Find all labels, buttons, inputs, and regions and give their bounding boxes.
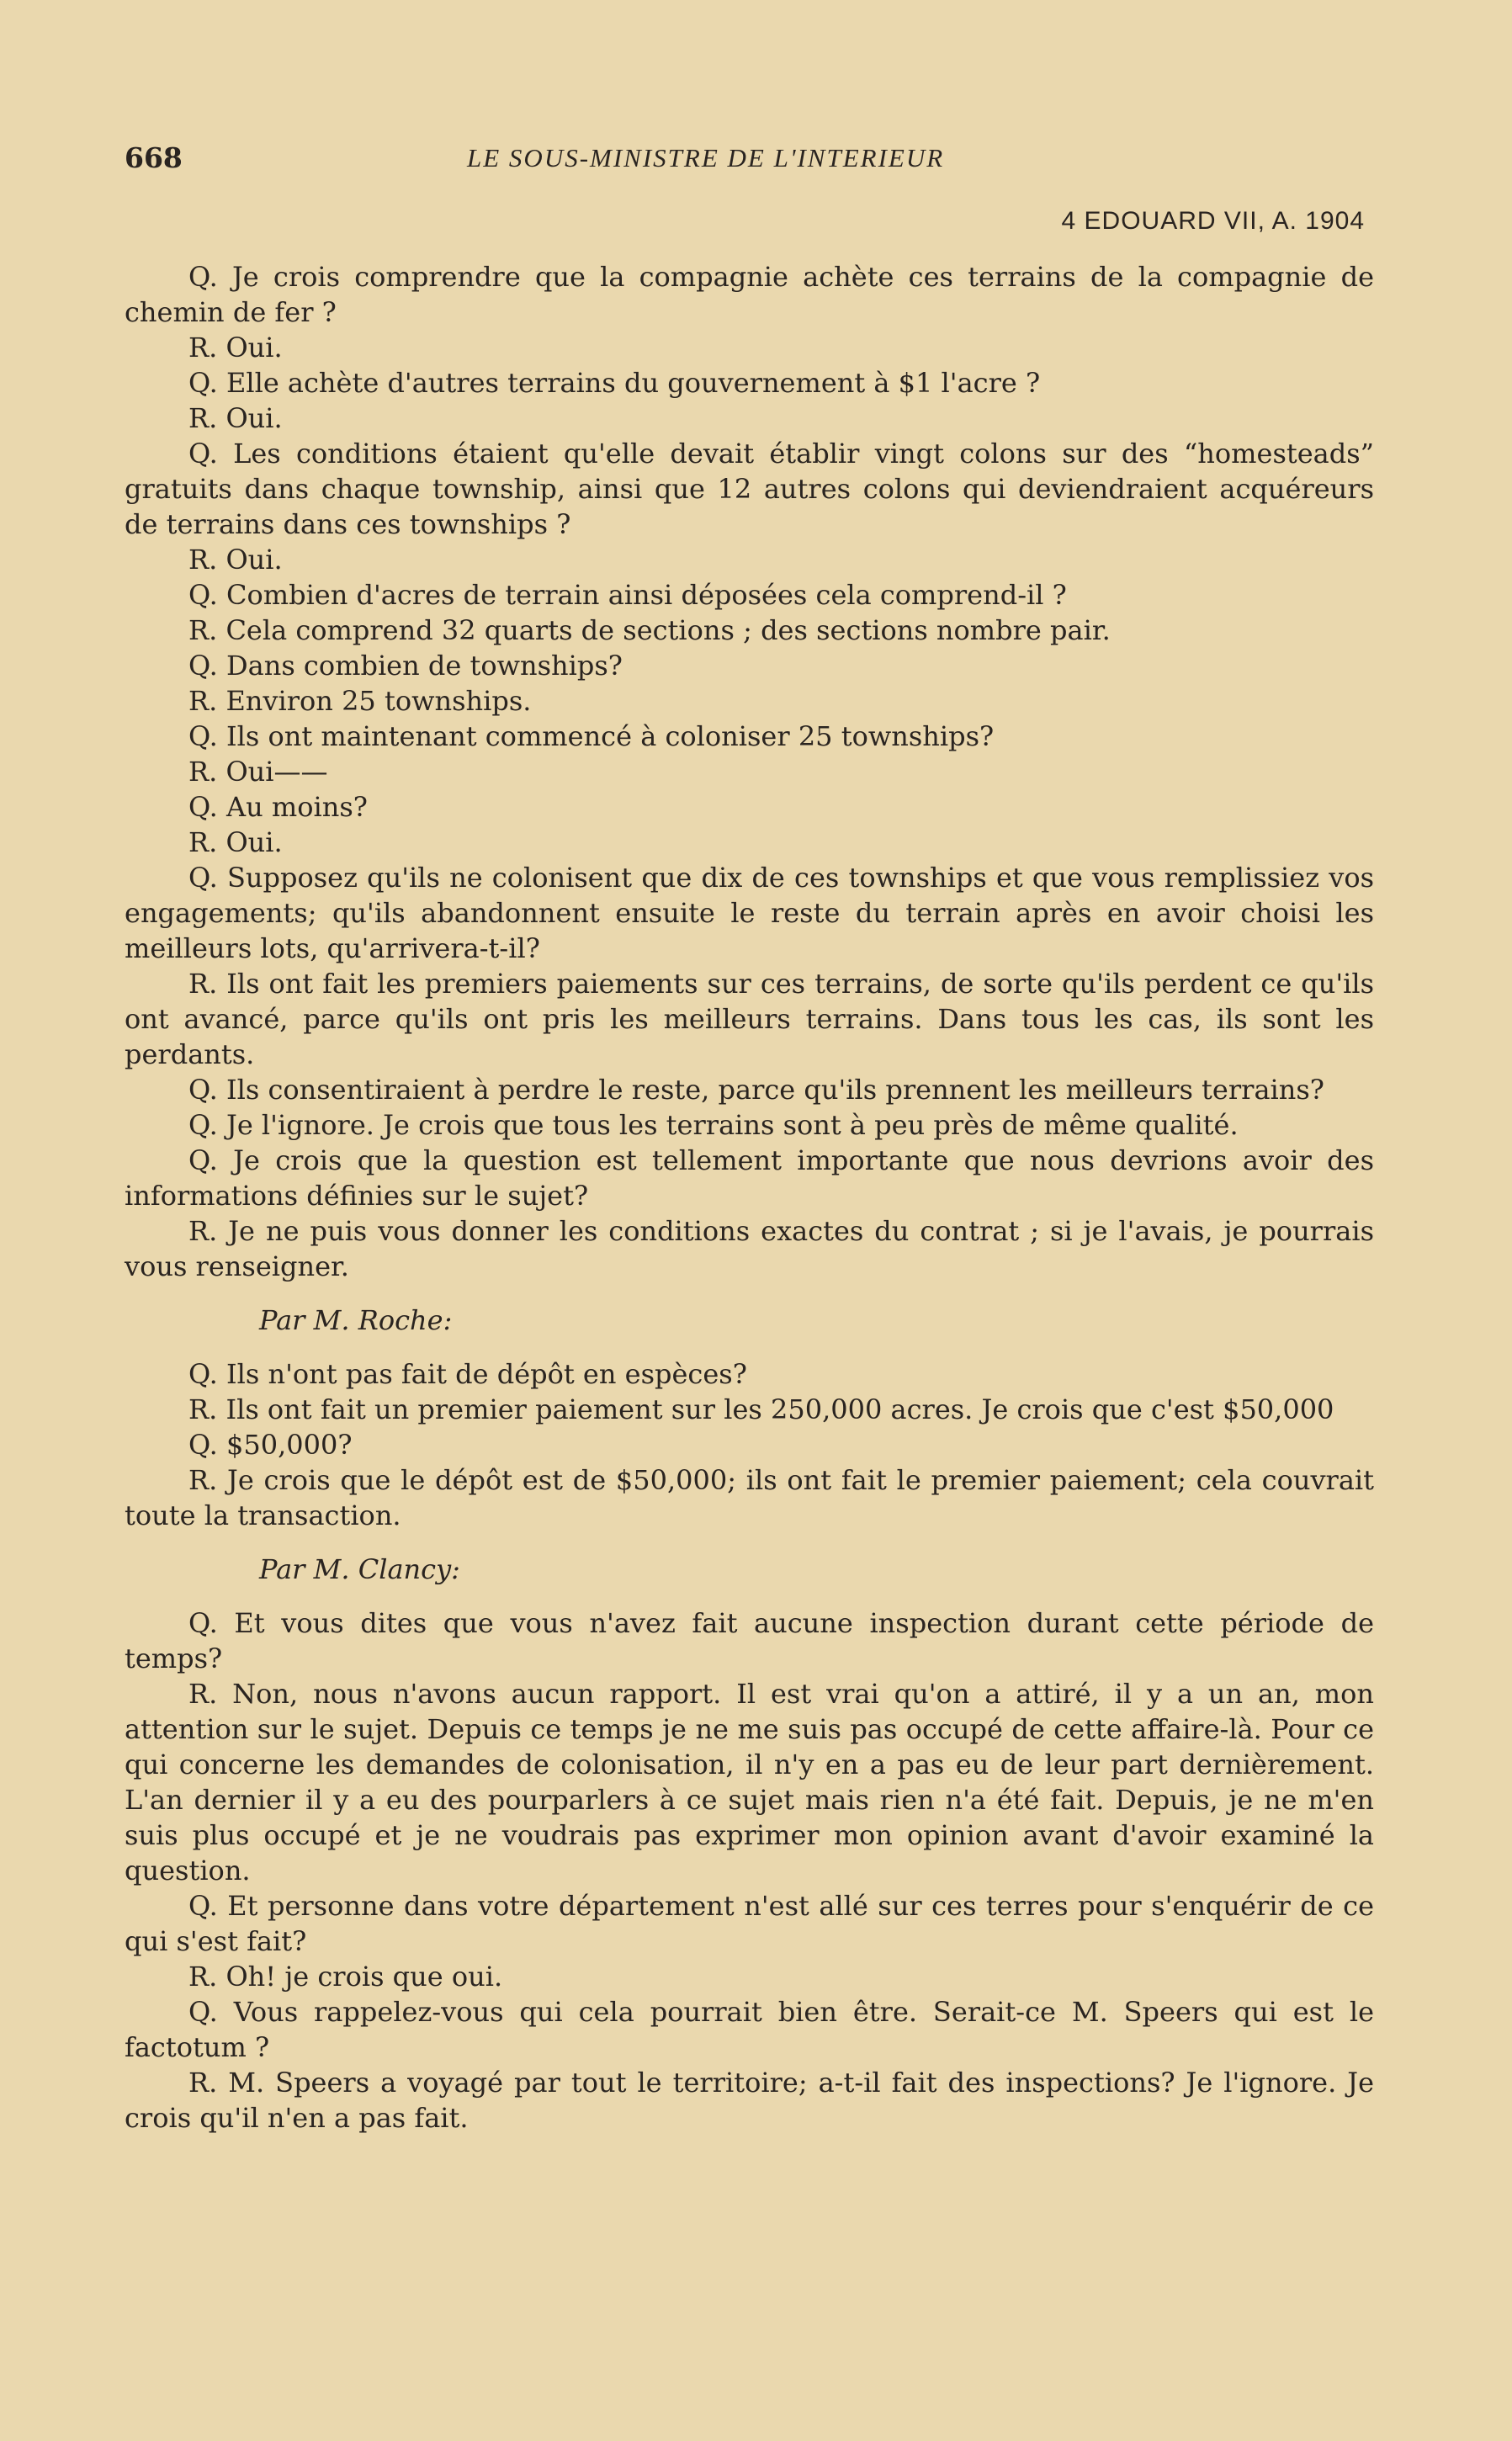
paragraph: Q. Je crois comprendre que la compagnie achète ces terrains de la compagnie de chemin de fer ? bbox=[125, 261, 1374, 328]
paragraph: R. Oui. bbox=[188, 332, 283, 363]
paragraph: R. Ils ont fait un premier paiement sur les 250,000 acres. Je crois que c'est $50,000 bbox=[188, 1393, 1334, 1425]
paragraph: Q. Ils consentiraient à perdre le reste, parce qu'ils prennent les meilleurs terrains? bbox=[188, 1074, 1324, 1106]
paragraph: R. Ils ont fait les premiers paiements sur ces terrains, de sorte qu'ils perdent ce qu'ils ont avancé, parce qu'ils ont pris les meilleurs terrains. Dans tous les cas, ils sont les perdants. bbox=[125, 968, 1374, 1070]
speaker-heading-clancy: Par M. Clancy: bbox=[259, 1553, 460, 1585]
paragraph: Q. Supposez qu'ils ne colonisent que dix de ces townships et que vous remplissiez vos engagements; qu'ils abandonnent ensuite le reste du terrain après en avoir choisi les meilleurs lots, qu'arrivera-t-il? bbox=[125, 862, 1374, 964]
speaker-heading-roche: Par M. Roche: bbox=[259, 1304, 453, 1336]
paragraph: Q. Je l'ignore. Je crois que tous les terrains sont à peu près de même qualité. bbox=[188, 1109, 1239, 1141]
paragraph: R. Environ 25 townships. bbox=[188, 685, 532, 717]
paragraph: R. Oui. bbox=[188, 826, 283, 858]
paragraph: Q. Et vous dites que vous n'avez fait aucune inspection durant cette période de temps? bbox=[125, 1607, 1374, 1674]
paragraph: Q. Combien d'acres de terrain ainsi déposées cela comprend-il ? bbox=[188, 579, 1067, 611]
paragraph: Q. Je crois que la question est tellement importante que nous devrions avoir des informations définies sur le sujet? bbox=[125, 1144, 1374, 1212]
document-body bbox=[125, 259, 1374, 2136]
paragraph: R. Oui—— bbox=[188, 756, 328, 788]
paragraph: Q. Ils ont maintenant commencé à coloniser 25 townships? bbox=[188, 720, 995, 752]
running-title: LE SOUS-MINISTRE DE L'INTERIEUR bbox=[467, 143, 945, 172]
paragraph: R. Je ne puis vous donner les conditions exactes du contrat ; si je l'avais, je pourrais vous renseigner. bbox=[125, 1215, 1374, 1282]
session-line: 4 EDOUARD VII, A. 1904 bbox=[1061, 207, 1365, 235]
paragraph: Q. Au moins? bbox=[188, 791, 368, 823]
paragraph: Q. Les conditions étaient qu'elle devait établir vingt colons sur des “homesteads” gratuits dans chaque township, ainsi que 12 autres colons qui deviendraient acquéreurs de terrains dans ces townships ? bbox=[125, 438, 1374, 540]
paragraph: R. M. Speers a voyagé par tout le territoire; a-t-il fait des inspections? Je l'ignore. Je crois qu'il n'en a pas fait. bbox=[125, 2067, 1374, 2134]
paragraph: R. Oui. bbox=[188, 402, 283, 434]
paragraph: R. Je crois que le dépôt est de $50,000; ils ont fait le premier paiement; cela couvrait toute la transaction. bbox=[125, 1464, 1374, 1531]
paragraph: R. Oh! je crois que oui. bbox=[188, 1961, 503, 1993]
paragraph: R. Oui. bbox=[188, 544, 283, 576]
paragraph: Q. Ils n'ont pas fait de dépôt en espèces? bbox=[188, 1358, 747, 1390]
paragraph: Q. Dans combien de townships? bbox=[188, 650, 623, 682]
page-number: 668 bbox=[125, 141, 183, 174]
paragraph: R. Cela comprend 32 quarts de sections ; des sections nombre pair. bbox=[188, 614, 1111, 646]
paragraph: Q. Et personne dans votre département n'est allé sur ces terres pour s'enquérir de ce qui s'est fait? bbox=[125, 1890, 1374, 1957]
paragraph: R. Non, nous n'avons aucun rapport. Il est vrai qu'on a attiré, il y a un an, mon attention sur le sujet. Depuis ce temps je ne me suis pas occupé de cette affaire-là. Pour ce qui concerne les demandes de colonisation, il n'y en a pas eu de leur part dernièrement. L'an dernier il y a eu des pourparlers à ce sujet mais rien n'a été fait. Depuis, je ne m'en suis plus occupé et je ne voudrais pas exprimer mon opinion avant d'avoir examiné la question. bbox=[125, 1678, 1374, 1886]
paragraph: Q. Elle achète d'autres terrains du gouvernement à $1 l'acre ? bbox=[188, 367, 1041, 399]
paragraph: Q. $50,000? bbox=[188, 1429, 353, 1461]
paragraph: Q. Vous rappelez-vous qui cela pourrait bien être. Serait-ce M. Speers qui est le factotum ? bbox=[125, 1996, 1374, 2063]
